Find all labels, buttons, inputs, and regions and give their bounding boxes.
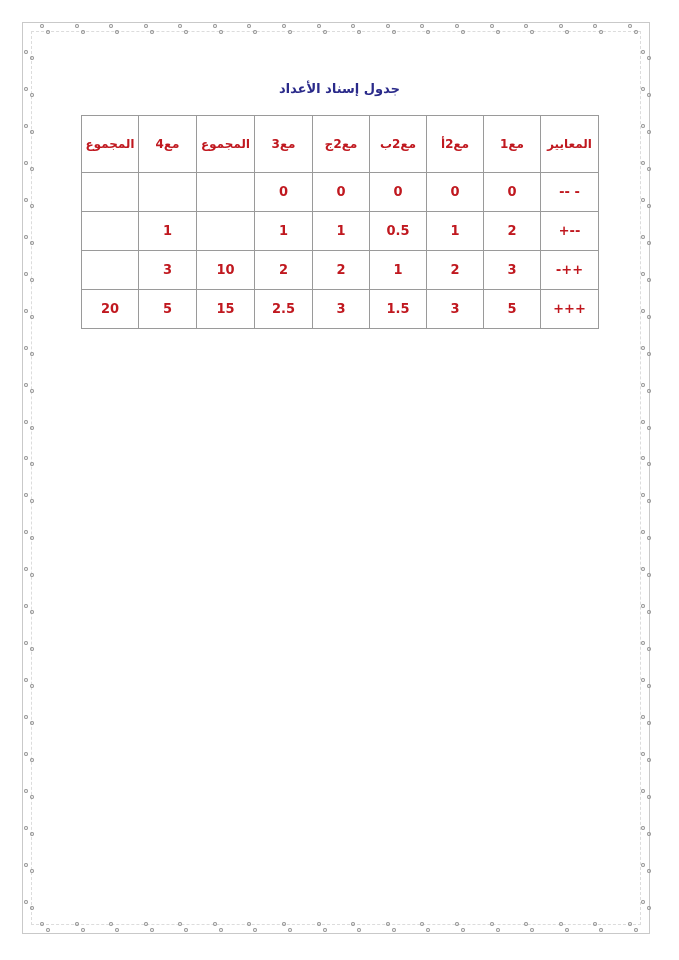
cell-c2b: 1.5 — [370, 290, 427, 329]
ornament-dots-icon — [40, 24, 50, 34]
ornament-dots-icon — [593, 24, 603, 34]
ornament-dots-icon — [641, 715, 651, 725]
ornament-dots-icon — [386, 24, 396, 34]
ornament-dots-icon — [24, 789, 34, 799]
ornament-dots-icon — [641, 161, 651, 171]
ornament-dots-icon — [641, 641, 651, 651]
ornament-dots-icon — [641, 456, 651, 466]
ornament-dots-icon — [641, 272, 651, 282]
ornament-dots-icon — [641, 124, 651, 134]
cell-total — [82, 251, 139, 290]
cell-c4: 3 — [139, 251, 197, 290]
ornament-dots-icon — [247, 922, 257, 932]
cell-c3: 1 — [255, 212, 313, 251]
table-row — [82, 251, 599, 290]
cell-c2b: 0 — [370, 173, 427, 212]
document-title: جدول إسناد الأعداد — [278, 82, 401, 97]
cell-c4 — [139, 173, 197, 212]
ornament-dots-icon — [24, 456, 34, 466]
cell-c1: 3 — [484, 251, 541, 290]
ornament-dots-icon — [641, 900, 651, 910]
cell-criteria: +++ — [541, 290, 599, 329]
ornament-dots-icon — [24, 50, 34, 60]
header-c1: مع1 — [484, 116, 541, 173]
header-c2c: مع2ج — [313, 116, 370, 173]
header-c2b: مع2ب — [370, 116, 427, 173]
cell-c2a: 2 — [427, 251, 484, 290]
header-criteria: المعايير — [541, 116, 599, 173]
ornament-dots-icon — [178, 24, 188, 34]
cell-criteria: +-- — [541, 212, 599, 251]
ornament-dots-icon — [317, 922, 327, 932]
ornament-dots-icon — [641, 530, 651, 540]
ornament-dots-icon — [247, 24, 257, 34]
ornament-dots-icon — [24, 272, 34, 282]
ornament-dots-icon — [24, 530, 34, 540]
ornament-dots-icon — [455, 24, 465, 34]
cell-c2c: 1 — [313, 212, 370, 251]
cell-total — [82, 212, 139, 251]
cell-c2a: 3 — [427, 290, 484, 329]
ornament-dots-icon — [641, 198, 651, 208]
cell-c2b: 1 — [370, 251, 427, 290]
cell-c2b: 0.5 — [370, 212, 427, 251]
ornament-dots-icon — [24, 493, 34, 503]
ornament-dots-icon — [213, 24, 223, 34]
ornament-dots-icon — [317, 24, 327, 34]
cell-c3: 2 — [255, 251, 313, 290]
ornament-dots-icon — [144, 24, 154, 34]
cell-c4: 1 — [139, 212, 197, 251]
ornament-dots-icon — [351, 922, 361, 932]
cell-c2c: 2 — [313, 251, 370, 290]
ornament-dots-icon — [24, 161, 34, 171]
ornament-dots-icon — [420, 24, 430, 34]
ornament-dots-icon — [24, 309, 34, 319]
ornament-dots-icon — [40, 922, 50, 932]
cell-c1: 0 — [484, 173, 541, 212]
header-subtotal: المجموع — [197, 116, 255, 173]
ornament-dots-icon — [24, 567, 34, 577]
table-row — [82, 290, 599, 329]
ornament-dots-icon — [641, 420, 651, 430]
ornament-dots-icon — [24, 641, 34, 651]
ornament-dots-icon — [75, 24, 85, 34]
header-total: المجموع — [82, 116, 139, 173]
ornament-dots-icon — [420, 922, 430, 932]
ornament-dots-icon — [641, 863, 651, 873]
header-c4: مع4 — [139, 116, 197, 173]
ornament-dots-icon — [641, 346, 651, 356]
ornament-dots-icon — [144, 922, 154, 932]
ornament-dots-icon — [628, 24, 638, 34]
ornament-dots-icon — [641, 678, 651, 688]
ornament-dots-icon — [24, 346, 34, 356]
ornament-dots-icon — [490, 24, 500, 34]
ornament-dots-icon — [641, 383, 651, 393]
cell-c2c: 3 — [313, 290, 370, 329]
ornament-dots-icon — [455, 922, 465, 932]
cell-criteria: -++ — [541, 251, 599, 290]
ornament-dots-icon — [24, 826, 34, 836]
ornament-dots-icon — [641, 235, 651, 245]
ornament-dots-icon — [24, 198, 34, 208]
ornament-dots-icon — [75, 922, 85, 932]
ornament-dots-icon — [641, 309, 651, 319]
ornament-dots-icon — [24, 235, 34, 245]
header-c2a: مع2أ — [427, 116, 484, 173]
ornament-dots-icon — [641, 604, 651, 614]
cell-subtotal: 15 — [197, 290, 255, 329]
border-ornament-left — [24, 50, 36, 910]
ornament-dots-icon — [524, 922, 534, 932]
ornament-dots-icon — [524, 24, 534, 34]
ornament-dots-icon — [641, 567, 651, 577]
border-ornament-bottom — [40, 922, 638, 934]
grades-table — [81, 115, 599, 329]
table-row — [82, 173, 599, 212]
ornament-dots-icon — [24, 678, 34, 688]
ornament-dots-icon — [213, 922, 223, 932]
ornament-dots-icon — [351, 24, 361, 34]
ornament-dots-icon — [641, 493, 651, 503]
ornament-dots-icon — [386, 922, 396, 932]
ornament-dots-icon — [628, 922, 638, 932]
ornament-dots-icon — [641, 752, 651, 762]
ornament-dots-icon — [24, 715, 34, 725]
ornament-dots-icon — [24, 604, 34, 614]
cell-subtotal: 10 — [197, 251, 255, 290]
cell-subtotal — [197, 173, 255, 212]
ornament-dots-icon — [24, 752, 34, 762]
ornament-dots-icon — [282, 24, 292, 34]
ornament-dots-icon — [24, 900, 34, 910]
cell-c1: 5 — [484, 290, 541, 329]
ornament-dots-icon — [559, 922, 569, 932]
ornament-dots-icon — [641, 789, 651, 799]
cell-c2c: 0 — [313, 173, 370, 212]
cell-c3: 0 — [255, 173, 313, 212]
cell-total: 20 — [82, 290, 139, 329]
ornament-dots-icon — [24, 863, 34, 873]
ornament-dots-icon — [641, 50, 651, 60]
ornament-dots-icon — [109, 922, 119, 932]
ornament-dots-icon — [490, 922, 500, 932]
ornament-dots-icon — [593, 922, 603, 932]
table-row — [82, 212, 599, 251]
table-header-row — [82, 116, 599, 173]
cell-c2a: 1 — [427, 212, 484, 251]
cell-total — [82, 173, 139, 212]
ornament-dots-icon — [24, 420, 34, 430]
cell-c3: 2.5 — [255, 290, 313, 329]
ornament-dots-icon — [109, 24, 119, 34]
ornament-dots-icon — [282, 922, 292, 932]
ornament-dots-icon — [559, 24, 569, 34]
header-c3: مع3 — [255, 116, 313, 173]
cell-c1: 2 — [484, 212, 541, 251]
border-ornament-right — [641, 50, 653, 910]
ornament-dots-icon — [24, 124, 34, 134]
cell-subtotal — [197, 212, 255, 251]
border-ornament-top — [40, 24, 638, 36]
ornament-dots-icon — [178, 922, 188, 932]
cell-c4: 5 — [139, 290, 197, 329]
cell-criteria: -- - — [541, 173, 599, 212]
ornament-dots-icon — [24, 383, 34, 393]
ornament-dots-icon — [641, 826, 651, 836]
cell-c2a: 0 — [427, 173, 484, 212]
